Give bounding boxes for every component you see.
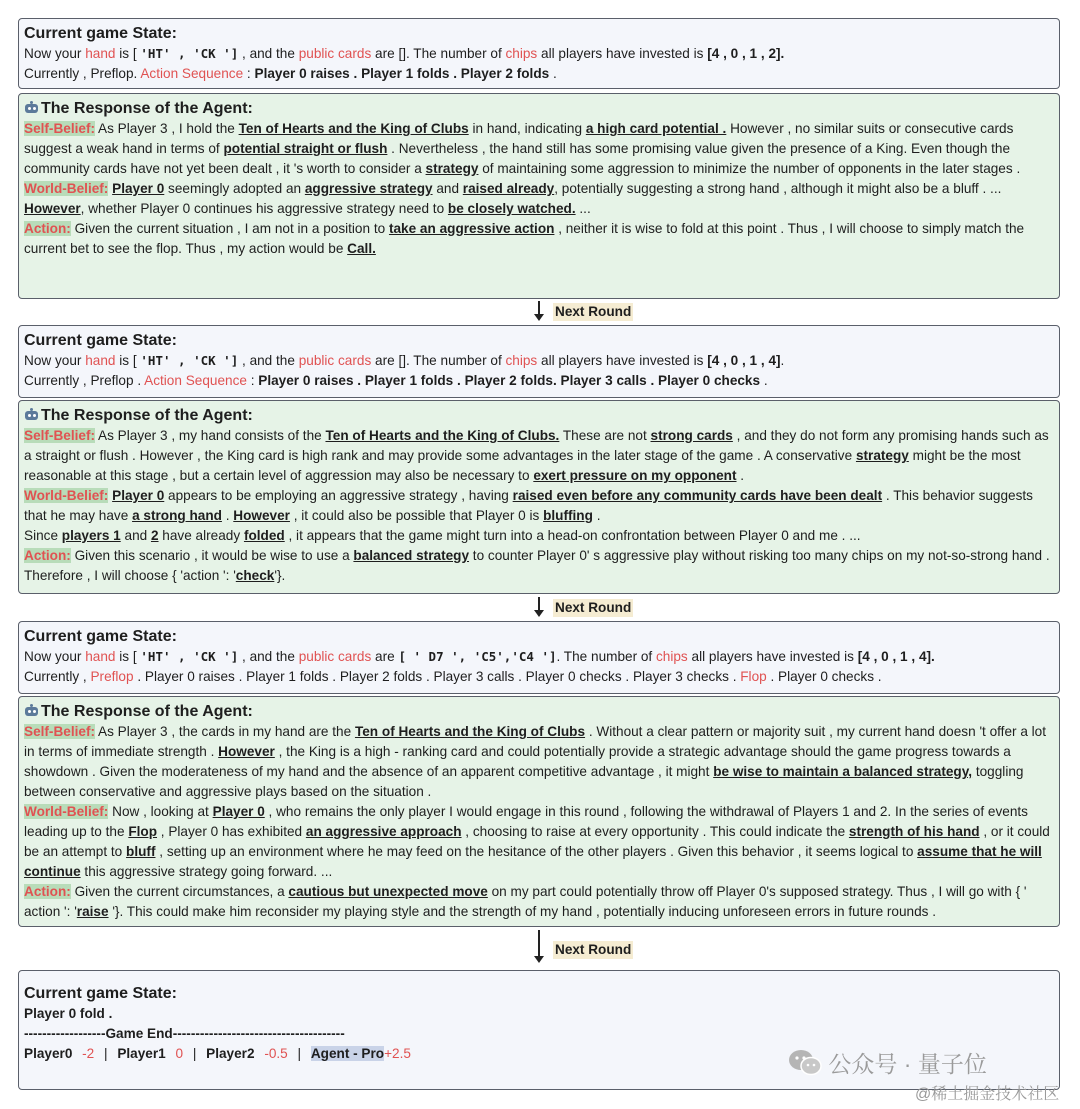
player1-name: Player1 — [117, 1046, 166, 1061]
state-title: Current game State: — [24, 332, 177, 349]
player2-name: Player2 — [206, 1046, 255, 1061]
action-paragraph: Action: Given the current circumstances, a cautious but unexpected move on my part could potentially throw off Player 0's supposed strategy. Thus , I will go with { ' action ': 'raise '}. This could make him reconsider my playing style and the strength of my hand , potentially inducing unforeseen errors in future rounds . — [24, 884, 1027, 919]
state-title: Current game State: — [24, 25, 177, 42]
down-arrow-icon — [538, 930, 540, 957]
world-belief-paragraph: World-Belief: Player 0 seemingly adopted an aggressive strategy and raised already, potentially suggesting a strong hand , although it might also be a bluff . ... However, whether Player 0 continues his aggressive strategy need to be closely watched. ... — [24, 181, 1002, 216]
state-title: Current game State: — [24, 985, 177, 1002]
self-belief-paragraph: Self-Belief: As Player 3 , the cards in my hand are the Ten of Hearts and the King of Clubs . Without a clear pattern or majority suit , my current hand doesn 't offer a lot in terms of immediate strength . However , the King is a high - ranking card and could potentially provide a strategic advantage should the game progress towards a showdown . Given the moderateness of my hand and the absence of an apparent competitive advantage , it might be wise to maintain a balanced strategy, toggling between conservative and aggressive plays based on the situation . — [24, 724, 1047, 799]
robot-icon — [24, 101, 39, 114]
agent-pro-name: Agent - Pro — [310, 1046, 385, 1061]
world-belief-paragraph: World-Belief: Player 0 appears to be employing an aggressive strategy , having raised even before any community cards have been dealt . This behavior suggests that he may have a strong hand . However , it could also be possible that Player 0 is bluffing . Since players 1 and 2 have already folded , it appears that the game might turn into a head-on confrontation between Player 0 and me . ... — [24, 488, 1033, 543]
state-line-hand: Now your hand is [ 'HT' , 'CK '] , and the public cards are [ ' D7 ', 'C5','C4 ']. The number of chips all players have invested is [4 , 0 , 1 , 4]. — [24, 649, 935, 664]
fold-line: Player 0 fold . — [24, 1006, 113, 1021]
game-end-line: ------------------Game End-------------------------------------- — [24, 1026, 345, 1041]
state-line-sequence: Currently , Preflop . Action Sequence : Player 0 raises . Player 1 folds . Player 2 folds. Player 3 calls . Player 0 checks . — [24, 373, 768, 388]
robot-icon — [24, 408, 39, 421]
agent-response-box-1 — [18, 93, 1060, 299]
player0-name: Player0 — [24, 1046, 73, 1061]
robot-icon — [24, 704, 39, 717]
state-line-hand: Now your hand is [ 'HT' , 'CK '] , and the public cards are []. The number of chips all players have invested is [4 , 0 , 1 , 2]. — [24, 46, 785, 61]
state-title: Current game State: — [24, 628, 177, 645]
state-line-sequence: Currently , Preflop . Player 0 raises . Player 1 folds . Player 2 folds . Player 3 calls . Player 0 checks . Player 3 checks . Flop . Player 0 checks . — [24, 669, 882, 684]
down-arrow-icon — [538, 597, 540, 611]
game-state-box-3 — [18, 621, 1060, 694]
player2-score: -0.5 — [264, 1046, 288, 1061]
agent-title: The Response of the Agent: — [24, 701, 1055, 722]
game-state-box-2 — [18, 325, 1060, 398]
wechat-icon — [788, 1049, 822, 1077]
self-belief-paragraph: Self-Belief: As Player 3 , my hand consists of the Ten of Hearts and the King of Clubs. These are not strong cards , and they do not form any promising hands such as a straight or flush . However , the King card is high rank and may provide some advantages in the later stage of the game . A conservative strategy might be the most reasonable at this stage , but a certain level of aggression may also be necessary to exert pressure on my opponent . — [24, 428, 1049, 483]
agent-title: The Response of the Agent: — [24, 98, 1055, 119]
agent-title: The Response of the Agent: — [24, 405, 1055, 426]
next-round-label: Next Round — [555, 304, 632, 319]
world-belief-paragraph: World-Belief: Now , looking at Player 0 , who remains the only player I would engage in this round , following the withdrawal of Players 1 and 2. In the series of events leading up to the Flop , Player 0 has exhibited an aggressive approach , choosing to raise at every opportunity . This could indicate the strength of his hand , or it could be an attempt to bluff , setting up an environment where he may feed on the hesitance of the other players . Given this behavior , it seems logical to assume that he will continue this aggressive strategy going forward. ... — [24, 804, 1050, 879]
next-round-label: Next Round — [555, 600, 632, 615]
next-round-label: Next Round — [555, 942, 632, 957]
state-line-hand: Now your hand is [ 'HT' , 'CK '] , and the public cards are []. The number of chips all players have invested is [4 , 0 , 1 , 4]. — [24, 353, 785, 368]
action-paragraph: Action: Given this scenario , it would be wise to use a balanced strategy to counter Player 0' s aggressive play without risking too many chips on my not-so-strong hand . Therefore , I will choose { 'action ': 'check'}. — [24, 548, 1050, 583]
action-paragraph: Action: Given the current situation , I am not in a position to take an aggressive action , neither it is wise to fold at this point . Thus , I will choose to simply match the current bet to see the flop. Thus , my action would be Call. — [24, 221, 1025, 256]
player1-score: 0 — [175, 1046, 184, 1061]
down-arrow-icon — [538, 301, 540, 315]
agent-pro-score: +2.5 — [384, 1046, 411, 1061]
state-line-sequence: Currently , Preflop. Action Sequence : Player 0 raises . Player 1 folds . Player 2 folds . — [24, 66, 557, 81]
self-belief-paragraph: Self-Belief: As Player 3 , I hold the Ten of Hearts and the King of Clubs in hand, indicating a high card potential . However , no similar suits or consecutive cards suggest a weak hand in terms of potential straight or flush . Nevertheless , the hand still has some promising value given the presence of a King. Even though the community cards have not yet been dealt , it 's worth to consider a strategy of maintaining some aggression to minimize the number of opponents in the later stages . — [24, 121, 1021, 176]
agent-response-box-3 — [18, 696, 1060, 927]
player0-score: -2 — [82, 1046, 95, 1061]
watermark-top: 公众号 · 量子位 — [788, 1046, 987, 1079]
game-state-box-1 — [18, 18, 1060, 89]
agent-response-box-2 — [18, 400, 1060, 594]
watermark-bottom: @稀土掘金技术社区 — [915, 1086, 1060, 1103]
final-scores: Player0 -2 | Player1 0 | Player2 -0.5 | Agent - Pro+2.5 — [24, 1046, 411, 1061]
